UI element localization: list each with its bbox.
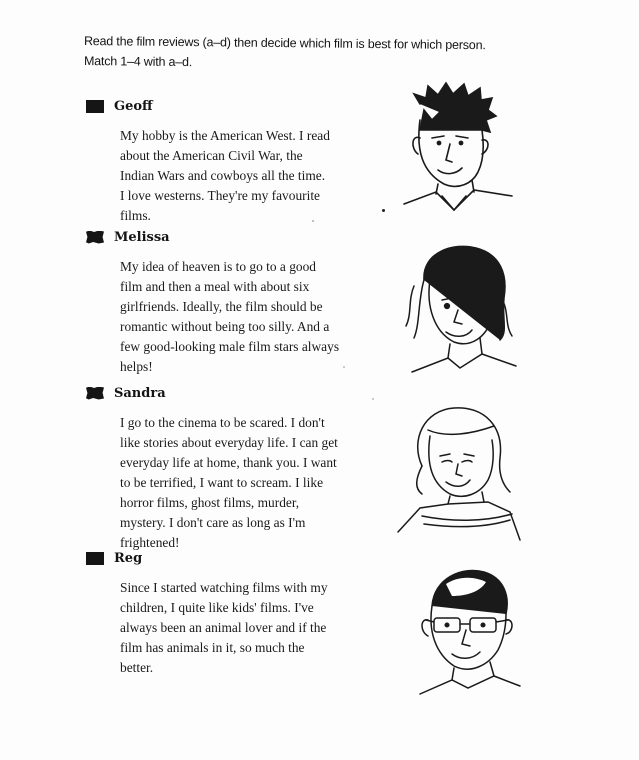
sandra-portrait-illustration: [392, 400, 526, 546]
person-description: My idea of heaven is to go to a good film and then a meal with about six girlfriends. Ideally, the film should be romantic without being too silly. And a few good-looking male film stars always helps!: [120, 259, 340, 374]
person-sandra: [86, 383, 386, 553]
person-melissa: [86, 227, 386, 377]
person-description: My hobby is the American West. I read about the American Civil War, the Indian Wars and cowboys all the time. I love westerns. They're my favourite films.: [120, 128, 330, 223]
melissa-portrait-illustration: [400, 240, 520, 380]
person-reg: [86, 548, 386, 678]
scan-speck: [382, 209, 385, 212]
person-name: Reg: [114, 550, 143, 566]
bullet-square-icon: [86, 100, 104, 113]
bullet-square-icon: [86, 387, 104, 400]
scan-speck: [312, 220, 314, 222]
person-geoff: [86, 96, 386, 226]
instruction-line-1: Read the film reviews (a–d) then decide which film is best for which person.: [83, 34, 486, 53]
person-description: I go to the cinema to be scared. I don't like stories about everyday life. I can get everyday life at home, thank you. I want to be terrified, I want to scream. I like horror films, ghost films, murder, mystery. I don't care as long as I'm frightened!: [120, 415, 338, 550]
person-name: Melissa: [114, 229, 170, 245]
person-name: Sandra: [114, 385, 166, 401]
bullet-square-icon: [86, 552, 104, 565]
person-name: Geoff: [114, 98, 153, 114]
geoff-portrait-illustration: [398, 80, 524, 214]
instruction-line-2: Match 1–4 with a–d.: [83, 54, 193, 70]
person-description: Since I started watching films with my children, I quite like kids' films. I've always been an animal lover and if the film has animals in it, so much the better.: [120, 580, 328, 675]
bullet-square-icon: [86, 231, 104, 244]
scan-speck: [372, 398, 374, 400]
scan-speck: [343, 366, 345, 368]
reg-portrait-illustration: [410, 562, 526, 698]
